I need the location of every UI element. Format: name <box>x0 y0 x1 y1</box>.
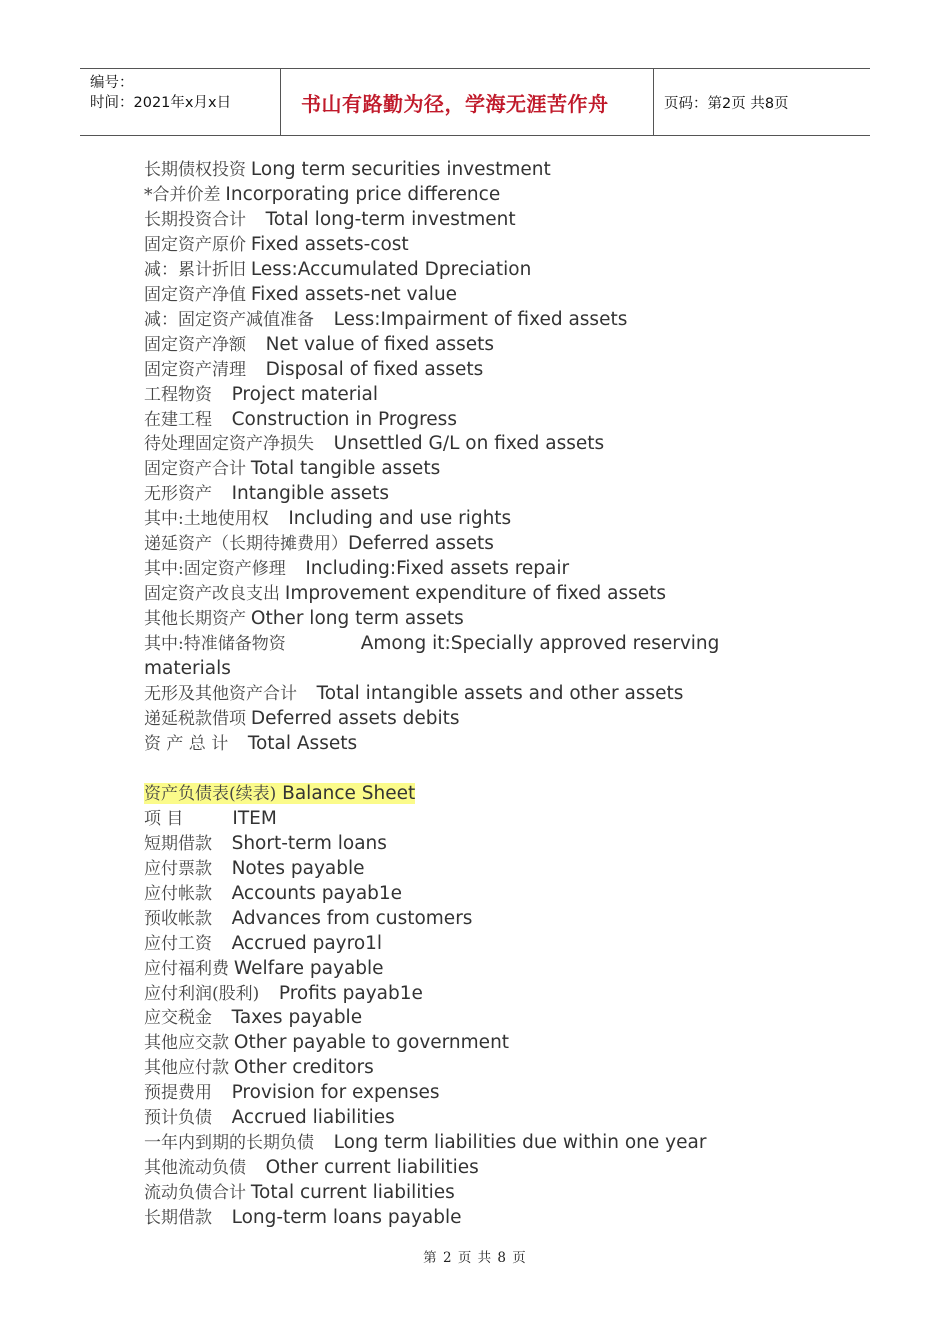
term-english: Short-term loans <box>231 832 387 854</box>
document-number-label: 编号： <box>90 75 134 91</box>
term-line <box>144 557 784 582</box>
term-chinese: 应付工资 <box>144 933 212 954</box>
term-english: Fixed assets-net value <box>250 283 458 305</box>
term-chinese: 长期借款 <box>144 1208 212 1229</box>
term-english: Intangible assets <box>231 483 390 505</box>
header-meta <box>80 69 281 135</box>
term-chinese: 应付票款 <box>144 858 212 879</box>
term-line <box>144 1206 784 1231</box>
term-line <box>144 183 784 208</box>
term-chinese: 固定资产合计 <box>144 459 246 480</box>
term-chinese: 应付福利费 <box>144 958 229 979</box>
term-chinese: 在建工程 <box>144 409 212 430</box>
term-english: Total Assets <box>247 732 358 754</box>
term-english: Provision for expenses <box>231 1082 440 1104</box>
term-line <box>144 1031 784 1056</box>
balance-sheet-section-title <box>144 783 415 804</box>
term-line <box>144 882 784 907</box>
term-chinese: 其他流动负债 <box>144 1158 246 1179</box>
term-english: Long term liabilities due within one year <box>333 1132 707 1154</box>
section-title-chinese: 资产负债表(续表) <box>144 783 277 804</box>
term-english: Profits payab1e <box>278 982 423 1004</box>
term-english: Among it:Specially approved reserving materials <box>144 633 720 680</box>
term-chinese: 工程物资 <box>144 384 212 405</box>
term-english: Less:Accumulated Dpreciation <box>250 258 532 280</box>
term-english: Long-term loans payable <box>231 1207 462 1229</box>
term-chinese: 项 目 <box>144 808 184 829</box>
term-english: Deferred assets <box>348 533 494 555</box>
term-english: Including and use rights <box>288 508 512 530</box>
term-english: Net value of fixed assets <box>265 333 494 355</box>
term-english: Other long term assets <box>250 608 464 630</box>
term-english: Total intangible assets and other assets <box>316 683 684 705</box>
term-line <box>144 1006 784 1031</box>
term-chinese: 长期投资合计 <box>144 209 246 230</box>
page-header <box>80 68 870 136</box>
term-line <box>144 358 784 383</box>
term-line <box>144 982 784 1007</box>
page-footer: 第 2 页 共 8 页 <box>423 1250 527 1266</box>
term-english: Other creditors <box>233 1057 374 1079</box>
term-line <box>144 607 784 632</box>
term-line <box>144 158 784 183</box>
header-motto: 书山有路勤为径，学海无涯苦作舟 <box>301 91 609 116</box>
term-chinese: 其中:土地使用权 <box>144 509 269 530</box>
term-english: Total current liabilities <box>250 1182 455 1204</box>
term-chinese: 其中:固定资产修理 <box>144 559 286 580</box>
term-line <box>144 1131 784 1156</box>
term-english: Advances from customers <box>231 907 473 929</box>
term-english: Notes payable <box>231 857 365 879</box>
term-line <box>144 507 784 532</box>
term-line <box>144 832 784 857</box>
header-motto-cell <box>281 69 654 135</box>
term-chinese: 资 产 总 计 <box>144 733 229 754</box>
header-page-info: 页码：第2页 共8页 <box>664 95 789 112</box>
term-line <box>144 408 784 433</box>
term-chinese: 流动负债合计 <box>144 1183 246 1204</box>
term-line <box>144 482 784 507</box>
section-title-line <box>144 782 784 807</box>
term-chinese: 预提费用 <box>144 1083 212 1104</box>
term-line <box>144 582 784 607</box>
term-line <box>144 1081 784 1106</box>
term-chinese: 固定资产净值 <box>144 284 246 305</box>
term-english: Accrued liabilities <box>231 1107 395 1129</box>
term-english: Other payable to government <box>233 1032 510 1054</box>
term-english: Long term securities investment <box>250 159 551 180</box>
term-chinese: 固定资产改良支出 <box>144 584 280 605</box>
term-english: Accrued payro1l <box>231 932 383 954</box>
section-title-english: Balance Sheet <box>276 782 416 804</box>
header-page-info-cell <box>654 69 870 135</box>
term-line <box>144 807 784 832</box>
term-line <box>144 932 784 957</box>
term-line <box>144 732 784 757</box>
term-english: Total tangible assets <box>250 458 441 480</box>
assets-total-list <box>144 682 784 757</box>
document-time-label: 时间：2021年x月x日 <box>90 95 232 111</box>
term-chinese: 其他应付款 <box>144 1058 229 1079</box>
term-line <box>144 383 784 408</box>
term-english: Including:Fixed assets repair <box>305 558 570 580</box>
term-line <box>144 208 784 233</box>
term-line <box>144 283 784 308</box>
term-line <box>144 1156 784 1181</box>
term-line <box>144 682 784 707</box>
term-line <box>144 333 784 358</box>
term-chinese: 固定资产原价 <box>144 234 246 255</box>
term-line <box>144 1181 784 1206</box>
term-line <box>144 432 784 457</box>
term-chinese: 一年内到期的长期负债 <box>144 1133 314 1154</box>
term-chinese: 无形资产 <box>144 484 212 505</box>
section-spacer <box>144 757 784 782</box>
term-line <box>144 1106 784 1131</box>
term-line <box>144 707 784 732</box>
term-chinese: 固定资产清理 <box>144 359 246 380</box>
term-line <box>144 258 784 283</box>
term-english: Deferred assets debits <box>250 707 460 729</box>
term-line <box>144 233 784 258</box>
term-line <box>144 532 784 557</box>
term-english: Accounts payab1e <box>231 882 403 904</box>
term-chinese: 预计负债 <box>144 1108 212 1129</box>
term-chinese: 减：固定资产减值准备 <box>144 309 314 330</box>
term-line <box>144 308 784 333</box>
term-line <box>144 857 784 882</box>
term-english: Disposal of fixed assets <box>265 358 484 380</box>
term-line-special-reserve <box>144 632 784 682</box>
term-chinese: 预收帐款 <box>144 908 212 929</box>
term-english: Unsettled G/L on fixed assets <box>333 433 605 455</box>
term-line <box>144 957 784 982</box>
term-chinese: 长期债权投资 <box>144 160 246 180</box>
term-chinese: 无形及其他资产合计 <box>144 684 297 705</box>
term-line <box>144 907 784 932</box>
assets-term-list <box>144 158 784 632</box>
term-chinese: 减：累计折旧 <box>144 259 246 280</box>
term-chinese: 应交税金 <box>144 1008 212 1029</box>
term-english: Improvement expenditure of fixed assets <box>284 583 667 605</box>
term-english: Fixed assets-cost <box>250 233 409 255</box>
term-chinese: 应付帐款 <box>144 883 212 904</box>
term-english: Project material <box>231 383 378 405</box>
term-english: Less:Impairment of fixed assets <box>333 308 628 330</box>
term-chinese: 其中:特准储备物资 <box>144 634 286 655</box>
term-english: Construction in Progress <box>231 408 457 430</box>
term-english: ITEM <box>232 807 277 829</box>
term-chinese: 待处理固定资产净损失 <box>144 434 314 455</box>
term-line <box>144 1056 784 1081</box>
term-chinese: 其他应交款 <box>144 1033 229 1054</box>
term-chinese: 其他长期资产 <box>144 609 246 630</box>
liabilities-term-list <box>144 807 784 1231</box>
term-english: Incorporating price difference <box>225 183 501 205</box>
term-line <box>144 457 784 482</box>
term-chinese: 递延资产（长期待摊费用） <box>144 534 348 555</box>
term-chinese: 短期借款 <box>144 833 212 854</box>
term-english: Welfare payable <box>233 957 384 979</box>
term-chinese: 固定资产净额 <box>144 334 246 355</box>
term-chinese: *合并价差 <box>144 184 221 205</box>
term-chinese: 递延税款借项 <box>144 708 246 729</box>
term-english: Taxes payable <box>231 1007 363 1029</box>
term-english: Other current liabilities <box>265 1157 479 1179</box>
term-chinese: 应付利润(股利) <box>144 983 260 1004</box>
term-english: Total long-term investment <box>265 208 516 230</box>
glossary-content <box>144 158 784 1231</box>
